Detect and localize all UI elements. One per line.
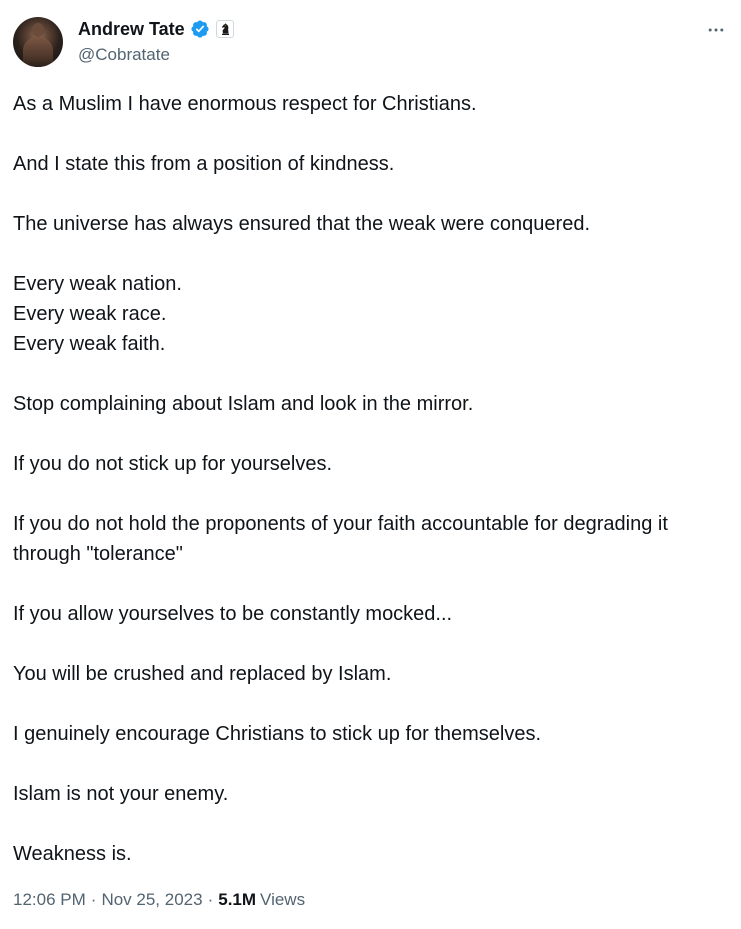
tweet-paragraph: If you do not hold the proponents of your faith accountable for degrading it through "tolerance" <box>13 513 668 565</box>
meta-separator: · <box>207 890 214 909</box>
tweet-paragraph: If you do not stick up for yourselves. <box>13 453 333 475</box>
views-label[interactable]: Views <box>260 890 306 909</box>
tweet-paragraph: You will be crushed and replaced by Islam. <box>13 663 392 685</box>
tweet-date[interactable]: Nov 25, 2023 <box>101 890 203 909</box>
tweet-paragraph: Weakness is. <box>13 843 132 865</box>
tweet-paragraph: Islam is not your enemy. <box>13 783 229 805</box>
tweet-line: Every weak nation. <box>13 273 182 295</box>
tweet-paragraph: And I state this from a position of kindness. <box>13 153 395 175</box>
tweet-line: Every weak race. <box>13 303 167 325</box>
tweet-paragraph <box>13 269 725 359</box>
avatar[interactable] <box>13 17 63 67</box>
tweet-text <box>13 89 725 899</box>
tweet-line: Every weak faith. <box>13 333 166 355</box>
more-options-icon[interactable] <box>704 18 728 42</box>
author-display-name[interactable]: Andrew Tate <box>78 18 185 39</box>
meta-separator: · <box>90 890 97 909</box>
tweet-paragraph: The universe has always ensured that the weak were conquered. <box>13 213 591 235</box>
author-handle[interactable]: @Cobratate <box>78 45 170 64</box>
tweet-time[interactable]: 12:06 PM <box>13 890 86 909</box>
views-count[interactable]: 5.1M <box>218 890 257 909</box>
tweet-paragraph: If you allow yourselves to be constantly mocked... <box>13 603 453 625</box>
tweet-paragraph: I genuinely encourage Christians to stick up for themselves. <box>13 723 542 745</box>
tweet-paragraph: Stop complaining about Islam and look in the mirror. <box>13 393 474 415</box>
tweet-meta <box>13 886 305 914</box>
tweet-header <box>13 16 728 68</box>
author-info <box>78 17 234 65</box>
verified-badge-icon[interactable] <box>190 19 210 39</box>
tweet-paragraph: As a Muslim I have enormous respect for Christians. <box>13 93 477 115</box>
knight-chess-icon[interactable] <box>216 20 234 38</box>
